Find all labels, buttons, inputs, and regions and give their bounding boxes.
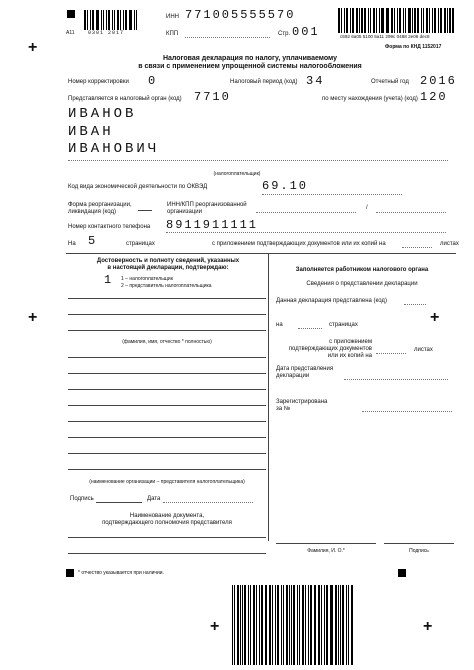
barcode-stripe <box>130 10 131 30</box>
org-line-7 <box>68 453 266 454</box>
barcode-stripe <box>434 8 436 33</box>
okved-label: Код вида экономической деятельности по ОКВЭД <box>68 184 208 190</box>
kpp-field <box>185 37 270 38</box>
barcode-stripe <box>397 8 398 33</box>
attach-field <box>402 247 432 248</box>
barcode-stripe <box>310 585 312 665</box>
section-divider <box>66 253 456 254</box>
barcode-stripe <box>248 585 249 665</box>
barcode-stripe <box>297 585 298 665</box>
barcode-stripe <box>403 8 404 33</box>
page-value: 001 <box>292 25 320 39</box>
org-line-4 <box>68 405 266 406</box>
barcode-stripe <box>344 8 345 33</box>
phone-value: 8911911111 <box>166 218 259 232</box>
right-attach-line-3: или их копий на <box>327 353 372 359</box>
barcode-stripe <box>265 585 266 665</box>
sign-field <box>96 502 142 503</box>
barcode-stripe <box>234 585 235 665</box>
barcode-stripe <box>335 585 337 665</box>
barcode-stripe <box>408 8 410 33</box>
barcode-stripe <box>242 585 243 665</box>
barcode-stripe <box>391 8 393 33</box>
pages-value: 5 <box>88 234 98 248</box>
submit-date-label <box>276 366 333 380</box>
location-label: по месту нахождения (учета) (код) <box>322 96 418 102</box>
barcode-stripe <box>330 585 331 665</box>
barcode-stripe <box>324 585 325 665</box>
right-pages-prefix: на <box>276 322 283 328</box>
phone-label: Номер контактного телефона <box>68 224 151 230</box>
submitted-field <box>404 304 426 305</box>
reorg-inn-label-line-2: организации <box>167 209 202 215</box>
barcode-stripe <box>359 8 360 33</box>
barcode-stripe <box>108 10 110 30</box>
submit-date-line-1: Дата представления <box>276 366 334 372</box>
fio-line-1 <box>68 298 266 299</box>
reorg-code-field <box>138 210 152 211</box>
barcode-stripe <box>277 585 279 665</box>
barcode-stripe <box>123 10 124 30</box>
barcode-stripe <box>308 585 309 665</box>
barcode-stripe <box>293 585 295 665</box>
right-attach-line-2: подтверждающих документов <box>288 346 372 352</box>
fio-line-2 <box>68 314 266 315</box>
right-subheading: Сведения о представлении декларации <box>306 281 418 287</box>
corner-marker <box>398 569 406 577</box>
barcode-stripe <box>412 8 413 33</box>
barcode-stripe <box>92 10 94 30</box>
doc-caption-line-1: Наименование документа, <box>129 513 205 519</box>
phone-field <box>166 232 446 233</box>
org-line-3 <box>68 389 266 390</box>
barcode-stripe <box>438 8 439 33</box>
barcode-stripe <box>305 585 306 665</box>
barcode-stripe <box>364 8 366 33</box>
taxpayer-patronymic: ИВАНОВИЧ <box>68 141 160 157</box>
okved-field <box>262 194 402 195</box>
barcode-stripe <box>259 585 260 665</box>
barcode-stripe <box>342 585 344 665</box>
barcode-stripe <box>240 585 241 665</box>
inn-value: 771005555570 <box>185 8 296 22</box>
submitted-label: Данная декларация представлена (код) <box>276 298 387 304</box>
authority-label: Представляется в налоговый орган (код) <box>68 96 182 102</box>
barcode-stripe <box>269 585 271 665</box>
barcode-stripe <box>373 8 375 33</box>
org-caption: (наименование организации – представителя налогоплательщика) <box>89 479 245 485</box>
date-label: Дата <box>147 496 161 502</box>
right-heading: Заполняется работником налогового органа <box>295 267 429 273</box>
pages-suffix: страницах <box>126 241 155 247</box>
barcode-stripe <box>356 8 358 33</box>
pages-prefix: На <box>68 241 76 247</box>
registered-line-1: Зарегистрирована <box>276 399 328 405</box>
left-heading-line-2: в настоящей декларации, подтверждаю: <box>107 265 229 271</box>
barcode-stripe <box>281 585 282 665</box>
form-title-line-2: в связи с применением упрощенной системы налогообложения <box>138 63 362 70</box>
registered-label <box>276 399 327 413</box>
org-line-8 <box>68 469 266 470</box>
barcode-stripe <box>101 10 103 30</box>
barcode-stripe <box>331 585 332 665</box>
barcode-stripe <box>394 8 395 33</box>
attach-label: с приложением подтверждающих документов или их копий на <box>212 241 386 247</box>
barcode-text: c592 6a05 5100 5a11 299c 0488 2e06 dec8 <box>340 34 430 39</box>
barcode-stripe <box>417 8 419 33</box>
barcode-stripe <box>106 10 107 30</box>
barcode-stripe <box>90 10 91 30</box>
right-pages-suffix: страницах <box>329 322 358 328</box>
reorg-kpp-field <box>376 212 446 213</box>
doc-caption <box>68 513 266 527</box>
barcode-stripe <box>318 585 320 665</box>
barcode-stripe <box>386 8 387 33</box>
barcode-stripe <box>261 585 263 665</box>
barcode-stripe <box>376 8 377 33</box>
taxpayer-surname: ИВАНОВ <box>68 106 137 122</box>
barcode-stripe <box>338 8 340 33</box>
barcode-stripe <box>368 8 369 33</box>
barcode-stripe <box>381 8 383 33</box>
barcode-stripe <box>125 10 127 30</box>
barcode-stripe <box>352 8 353 33</box>
fio-line-3 <box>68 330 266 331</box>
reorg-label-line-2: ликвидация (код) <box>68 209 116 215</box>
barcode-stripe <box>244 585 246 665</box>
reorg-inn-label-line-1: ИНН/КПП реорганизованной <box>167 202 247 208</box>
doc-caption-line-2: подтверждающего полномочия представителя <box>102 520 232 526</box>
location-value: 120 <box>420 90 448 104</box>
okved-value: 69.10 <box>262 179 309 193</box>
org-line-2 <box>68 373 266 374</box>
officer-name-line <box>276 543 376 544</box>
barcode-stripe <box>423 8 424 33</box>
barcode-stripe <box>379 8 380 33</box>
org-line-1 <box>68 357 266 358</box>
date-field <box>163 502 253 503</box>
barcode-stripe <box>97 10 98 30</box>
reorg-inn-field <box>256 212 356 213</box>
barcode-stripe <box>440 8 441 33</box>
registration-mark: + <box>28 309 38 326</box>
barcode-stripe <box>326 585 328 665</box>
barcode-stripe <box>338 585 339 665</box>
barcode-stripe <box>414 8 415 33</box>
signer-type-value: 1 <box>104 273 114 287</box>
barcode-stripe <box>449 8 450 33</box>
barcode-stripe <box>112 10 113 30</box>
barcode-stripe <box>87 10 88 30</box>
doc-line-2 <box>68 553 266 554</box>
right-attach-line-1: с приложением <box>329 339 372 345</box>
barcode-stripe <box>348 585 349 665</box>
barcode-stripe <box>302 585 304 665</box>
barcode-stripe <box>426 8 428 33</box>
barcode-stripe <box>429 8 430 33</box>
reorg-inn-label <box>167 202 247 216</box>
barcode-stripe <box>256 585 257 665</box>
barcode-stripe <box>444 8 446 33</box>
registration-mark: + <box>210 618 220 635</box>
barcode-stripe <box>250 585 251 665</box>
attach-suffix: листах <box>440 241 459 247</box>
barcode-stripe <box>114 10 115 30</box>
barcode-stripe <box>237 585 239 665</box>
barcode-stripe <box>432 8 433 33</box>
right-pages-field <box>298 328 322 329</box>
reorg-separator: / <box>366 205 368 211</box>
submit-date-line-2: декларации <box>276 373 310 379</box>
barcode-stripe <box>399 8 401 33</box>
barcode-stripe <box>387 8 388 33</box>
officer-sign-caption: Подпись <box>409 548 429 554</box>
doc-line-1 <box>68 537 266 538</box>
barcode-stripe <box>120 10 121 30</box>
fio-caption: (фамилия, имя, отчество * полностью) <box>122 339 212 345</box>
barcode-stripe <box>291 585 292 665</box>
barcode-stripe <box>350 8 351 33</box>
year-value: 2016 <box>420 74 457 88</box>
header-barcode <box>84 10 139 30</box>
data-matrix-code <box>338 8 456 33</box>
reorg-label <box>68 202 132 216</box>
kpp-label: КПП <box>166 31 179 37</box>
barcode-stripe <box>283 585 284 665</box>
barcode-stripe <box>351 585 353 665</box>
form-title <box>100 55 400 71</box>
registered-field <box>362 411 452 412</box>
right-attach-field <box>376 353 406 354</box>
barcode-stripe <box>314 585 315 665</box>
barcode-stripe <box>103 10 104 30</box>
footer-barcode <box>232 585 354 665</box>
corner-marker <box>67 10 75 18</box>
barcode-stripe <box>341 8 342 33</box>
right-attach-label <box>272 339 372 360</box>
right-attach-suffix: листах <box>414 347 433 353</box>
footnote: * отчество указывается при наличии. <box>78 570 164 576</box>
barcode-stripe <box>361 8 362 33</box>
authority-value: 7710 <box>194 90 231 104</box>
left-heading <box>70 258 266 272</box>
org-line-5 <box>68 421 266 422</box>
barcode-stripe <box>289 585 290 665</box>
barcode-stripe <box>136 10 137 30</box>
corner-marker <box>66 569 74 577</box>
correction-value: 0 <box>148 74 158 88</box>
taxpayer-caption: (налогоплательщик) <box>213 171 261 177</box>
barcode-stripe <box>232 585 233 665</box>
form-code: Форма по КНД 1152017 <box>385 44 442 50</box>
barcode-stripe <box>84 10 86 30</box>
registered-line-2: за № <box>276 406 291 412</box>
barcode-stripe <box>299 585 300 665</box>
barcode-stripe <box>266 585 267 665</box>
barcode-stripe <box>405 8 406 33</box>
officer-sign-line <box>384 543 454 544</box>
left-heading-line-1: Достоверность и полноту сведений, указанных <box>96 258 240 264</box>
registration-mark: + <box>423 618 433 635</box>
barcode-stripe <box>286 585 288 665</box>
officer-name-caption: Фамилия, И. О.* <box>307 548 345 554</box>
barcode-stripe <box>346 8 348 33</box>
barcode-stripe <box>275 585 276 665</box>
signer-option-1: 1 – налогоплательщик <box>121 276 173 282</box>
registration-mark: + <box>430 309 440 326</box>
page-label: Стр. <box>278 31 291 37</box>
period-label: Налоговый период (код) <box>230 79 298 85</box>
taxpayer-line <box>68 160 448 161</box>
form-title-line-1: Налоговая декларация по налогу, уплачиваемому <box>162 55 338 62</box>
barcode-stripe <box>134 10 136 30</box>
barcode-stripe <box>421 8 422 33</box>
correction-label: Номер корректировки <box>68 79 129 85</box>
period-value: 34 <box>306 74 325 88</box>
reorg-label-line-1: Форма реорганизации, <box>68 202 132 208</box>
barcode-stripe <box>96 10 97 30</box>
signer-option-2: 2 – представитель налогоплательщика <box>121 283 212 289</box>
barcode-stripe <box>321 585 322 665</box>
barcode-stripe <box>340 585 341 665</box>
registration-mark: + <box>28 39 38 56</box>
taxpayer-name: ИВАН <box>68 124 114 140</box>
barcode-stripe <box>370 8 371 33</box>
org-line-6 <box>68 437 266 438</box>
year-label: Отчетный год <box>371 79 409 85</box>
inn-label: ИНН <box>166 14 179 20</box>
barcode-stripe <box>117 10 119 30</box>
barcode-stripe <box>272 585 273 665</box>
doc-number: 0301 2017 <box>88 30 125 36</box>
barcode-stripe <box>447 8 448 33</box>
barcode-stripe <box>315 585 316 665</box>
doc-code: А11 <box>66 30 75 36</box>
barcode-stripe <box>346 585 347 665</box>
barcode-stripe <box>253 585 255 665</box>
barcode-stripe <box>452 8 454 33</box>
barcode-stripe <box>129 10 130 30</box>
column-divider <box>268 253 269 541</box>
submit-date-field <box>344 379 448 380</box>
sign-label: Подпись <box>70 496 94 502</box>
